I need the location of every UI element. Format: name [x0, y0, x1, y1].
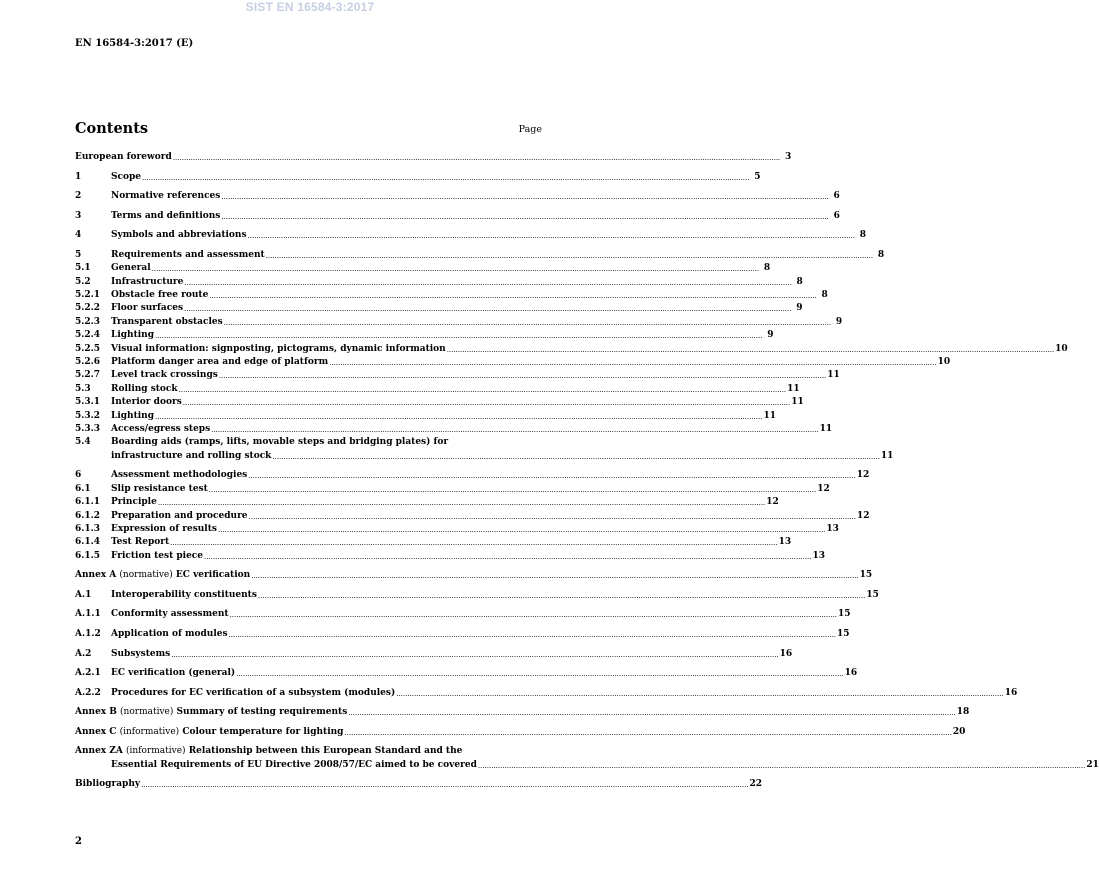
toc-page: 15: [837, 629, 850, 639]
toc-entry[interactable]: [75, 470, 870, 483]
toc-title: Procedures for EC verification of a subsystem (modules): [111, 687, 396, 698]
toc-number: 6.1.1: [75, 497, 101, 508]
toc-number: 6.1.2: [75, 510, 101, 521]
dot-leader: [248, 231, 855, 240]
toc-page: 10: [1055, 343, 1068, 354]
toc-number: A.1.2: [75, 629, 101, 639]
toc-title: Normative references: [111, 191, 221, 202]
toc-entry[interactable]: [75, 383, 800, 397]
toc-title: General: [111, 263, 151, 274]
dot-leader: [249, 512, 856, 521]
toc-page: 10: [937, 357, 951, 368]
dot-leader: [204, 552, 811, 561]
toc-title-continued: Essential Requirements of EU Directive 2008/57/EC aimed to be covered: [111, 759, 477, 770]
toc-number: 5.3.2: [75, 410, 101, 421]
toc-page: 16: [844, 668, 858, 679]
toc-title: Application of modules: [111, 629, 228, 639]
toc-page: 22: [749, 779, 763, 790]
dot-leader: [171, 650, 778, 659]
toc-page: 13: [826, 523, 839, 534]
toc-entry-annex-b[interactable]: [75, 707, 970, 720]
toc-entry[interactable]: [75, 249, 885, 263]
dot-leader: [229, 630, 836, 639]
toc-title: Preparation and procedure: [111, 510, 248, 521]
toc-entry[interactable]: [75, 483, 830, 497]
dot-leader: [218, 525, 825, 534]
dot-leader: [258, 591, 865, 600]
toc-number: 6: [75, 470, 82, 481]
dot-leader: [184, 278, 791, 287]
toc-page: 8: [877, 249, 885, 260]
toc-number: 2: [75, 191, 82, 202]
dot-leader: [344, 728, 951, 737]
toc-number: 5: [75, 249, 82, 260]
toc-number: 5.3.3: [75, 423, 101, 434]
toc-page: 12: [856, 470, 870, 481]
toc-entry[interactable]: [75, 687, 1018, 701]
dot-leader: [266, 251, 873, 260]
toc-title: Access/egress steps: [111, 423, 211, 434]
toc-title: Bibliography: [75, 779, 141, 790]
toc-page: 13: [778, 537, 792, 548]
toc-entry-annex-a[interactable]: [75, 570, 873, 583]
toc-title: Interior doors: [111, 397, 182, 408]
toc-number: A.2: [75, 648, 92, 659]
toc-entry[interactable]: [75, 230, 866, 243]
toc-page: 5: [754, 171, 761, 182]
toc-entry[interactable]: [75, 668, 858, 681]
dot-leader: [183, 398, 790, 407]
dot-leader: [251, 571, 858, 580]
toc-title: Requirements and assessment: [111, 249, 265, 260]
toc-number: 6.1.3: [75, 523, 101, 534]
toc-number: 5.3: [75, 383, 91, 394]
toc-number: 5.2.4: [75, 330, 101, 341]
toc-entry[interactable]: [75, 589, 879, 603]
toc-page: 15: [838, 609, 851, 620]
toc-title: Test Report: [111, 537, 170, 548]
toc-entry[interactable]: [75, 210, 840, 224]
toc-number: 4: [75, 230, 82, 241]
toc-page: 21: [1086, 759, 1099, 770]
dot-leader: [179, 385, 786, 394]
toc-page: 11: [827, 370, 840, 381]
watermark: SIST EN 16584-3:2017: [245, 0, 375, 14]
toc-page: 20: [952, 726, 966, 737]
toc-entry-bibliography[interactable]: [75, 779, 763, 792]
dot-leader: [221, 192, 828, 201]
toc-entry-5-4[interactable]: [75, 437, 894, 464]
toc-page: 11: [819, 423, 833, 434]
toc-page: 12: [857, 510, 870, 521]
dot-leader: [142, 173, 749, 182]
toc-number: 5.3.1: [75, 397, 101, 408]
dot-leader: [184, 304, 791, 313]
dot-leader: [155, 412, 762, 421]
toc-entry[interactable]: [75, 397, 804, 410]
dot-leader: [158, 498, 765, 507]
toc-entry[interactable]: [75, 263, 771, 276]
toc-entry[interactable]: [75, 648, 793, 662]
page-title: Contents: [75, 120, 149, 137]
toc-title: Relationship between this European Standard and the: [188, 746, 463, 757]
dot-leader: [209, 291, 816, 300]
toc-title: Conformity assessment: [111, 609, 229, 620]
toc-entry[interactable]: [75, 410, 776, 424]
toc-entry[interactable]: [75, 171, 761, 185]
toc-number: 5.2.3: [75, 316, 101, 327]
dot-leader: [155, 331, 762, 340]
toc-number: 5.4: [75, 437, 91, 448]
toc-title: Transparent obstacles: [111, 316, 223, 327]
toc-title: Level track crossings: [111, 370, 218, 381]
toc-entry[interactable]: [75, 276, 803, 290]
toc-title: European foreword: [75, 152, 172, 162]
dot-leader: [152, 264, 759, 273]
toc-entry[interactable]: [75, 343, 1068, 357]
toc-number: 6.1: [75, 483, 91, 494]
dot-leader: [209, 485, 816, 494]
toc-page: 15: [859, 570, 873, 581]
toc-number: 1: [75, 171, 82, 182]
toc-number: 6.1.4: [75, 537, 101, 548]
toc-title: Rolling stock: [111, 383, 178, 394]
toc-title: Assessment methodologies: [111, 470, 248, 481]
toc-title: Platform danger area and edge of platform: [111, 357, 329, 368]
toc-page: 12: [766, 497, 779, 508]
dot-leader: [211, 425, 818, 434]
toc-entry[interactable]: [75, 510, 870, 524]
dot-leader: [236, 669, 843, 678]
toc-entry[interactable]: [75, 316, 843, 330]
toc-entry-annex-za[interactable]: [75, 746, 1099, 773]
page-column-label: Page: [518, 124, 542, 135]
toc-entry[interactable]: [75, 550, 825, 564]
annex-label: Annex B (normative): [75, 707, 174, 718]
annex-label: Annex C (informative): [75, 726, 180, 737]
toc-page: 8: [859, 230, 866, 241]
toc-page: 8: [821, 290, 828, 301]
toc-title: Visual information: signposting, pictograms, dynamic information: [111, 343, 446, 354]
toc-title: Terms and definitions: [111, 210, 221, 221]
toc-entry-annex-c[interactable]: [75, 726, 966, 740]
toc-entry[interactable]: [75, 357, 951, 370]
toc-title: Friction test piece: [111, 550, 204, 561]
toc-number: 5.2.5: [75, 343, 101, 354]
toc-page: 9: [796, 303, 803, 314]
toc-entry[interactable]: [75, 191, 840, 204]
dot-leader: [221, 212, 828, 221]
document-id: EN 16584-3:2017 (E): [75, 38, 194, 49]
toc-entry[interactable]: [75, 537, 792, 550]
toc-page: 16: [779, 648, 793, 659]
dot-leader: [272, 452, 879, 461]
toc-title: EC verification (general): [111, 668, 236, 679]
dot-leader: [230, 610, 837, 619]
toc-entry[interactable]: [75, 370, 840, 383]
toc-number: A.2.2: [75, 687, 101, 698]
toc-number: 6.1.5: [75, 550, 101, 561]
dot-leader: [219, 371, 826, 380]
toc-page: 6: [833, 210, 840, 221]
toc-title: Scope: [111, 171, 142, 182]
dot-leader: [141, 780, 748, 789]
toc-page: 9: [835, 316, 843, 327]
toc-title: Floor surfaces: [111, 303, 184, 314]
toc-entry[interactable]: [75, 629, 850, 642]
toc-number: 5.2: [75, 276, 91, 287]
toc-page: 18: [956, 707, 970, 718]
toc-title-continued: infrastructure and rolling stock: [111, 450, 272, 461]
toc-number: 5.2.1: [75, 290, 101, 301]
toc-title: Colour temperature for lighting: [182, 726, 344, 737]
toc-number: A.1: [75, 589, 92, 600]
toc-title: Boarding aids (ramps, lifts, movable steps and bridging plates) for: [111, 437, 449, 448]
toc-page: 9: [767, 330, 774, 341]
toc-page: 3: [785, 152, 792, 162]
toc-page: 6: [833, 191, 840, 202]
toc-entry[interactable]: [75, 330, 774, 343]
toc-entry[interactable]: [75, 290, 828, 303]
toc-page: 11: [880, 450, 894, 461]
dot-leader: [396, 689, 1003, 698]
dot-leader: [170, 538, 777, 547]
annex-label: Annex ZA (informative): [75, 746, 186, 757]
dot-leader: [329, 358, 936, 367]
toc-number: 5.2.2: [75, 303, 101, 314]
toc-number: 5.1: [75, 263, 91, 274]
toc-page: 15: [866, 589, 879, 600]
toc-page: 13: [812, 550, 825, 561]
toc-title: Interoperability constituents: [111, 589, 257, 600]
toc-number: 5.2.6: [75, 357, 101, 368]
toc-page: 11: [791, 397, 804, 408]
toc-title: Symbols and abbreviations: [111, 230, 247, 241]
toc-title: Expression of results: [111, 523, 217, 534]
toc-page: 12: [817, 483, 830, 494]
toc-page: 11: [787, 383, 800, 394]
toc-title: Lighting: [111, 330, 154, 341]
toc-number: 5.2.7: [75, 370, 101, 381]
toc-page: 8: [796, 276, 803, 287]
dot-leader: [173, 153, 780, 162]
toc-title: Lighting: [111, 410, 154, 421]
toc-number: A.1.1: [75, 609, 101, 620]
dot-leader: [348, 708, 955, 717]
toc-entry[interactable]: [75, 497, 779, 510]
toc-entry[interactable]: [75, 303, 803, 316]
page-number: 2: [75, 836, 82, 847]
toc-title: Slip resistance test: [111, 483, 208, 494]
toc-number: A.2.1: [75, 668, 101, 679]
toc-title: Principle: [111, 497, 157, 508]
toc-page: 16: [1004, 687, 1018, 698]
toc-entry[interactable]: [75, 523, 839, 537]
toc-page: 8: [763, 263, 771, 274]
dot-leader: [248, 471, 855, 480]
toc-page: 11: [763, 410, 776, 421]
dot-leader: [224, 318, 831, 327]
toc-title: Summary of testing requirements: [176, 707, 348, 718]
toc-title: Infrastructure: [111, 276, 184, 287]
toc-entry[interactable]: [75, 423, 833, 437]
toc-title: Subsystems: [111, 648, 171, 659]
dot-leader: [478, 761, 1085, 770]
table-of-contents: [75, 152, 1099, 793]
toc-number: 3: [75, 210, 82, 221]
toc-entry[interactable]: [75, 609, 851, 622]
dot-leader: [447, 345, 1054, 354]
annex-label: Annex A (normative): [75, 570, 173, 581]
toc-title: Obstacle free route: [111, 290, 209, 301]
toc-entry[interactable]: [75, 152, 792, 165]
toc-title: EC verification: [175, 570, 251, 581]
